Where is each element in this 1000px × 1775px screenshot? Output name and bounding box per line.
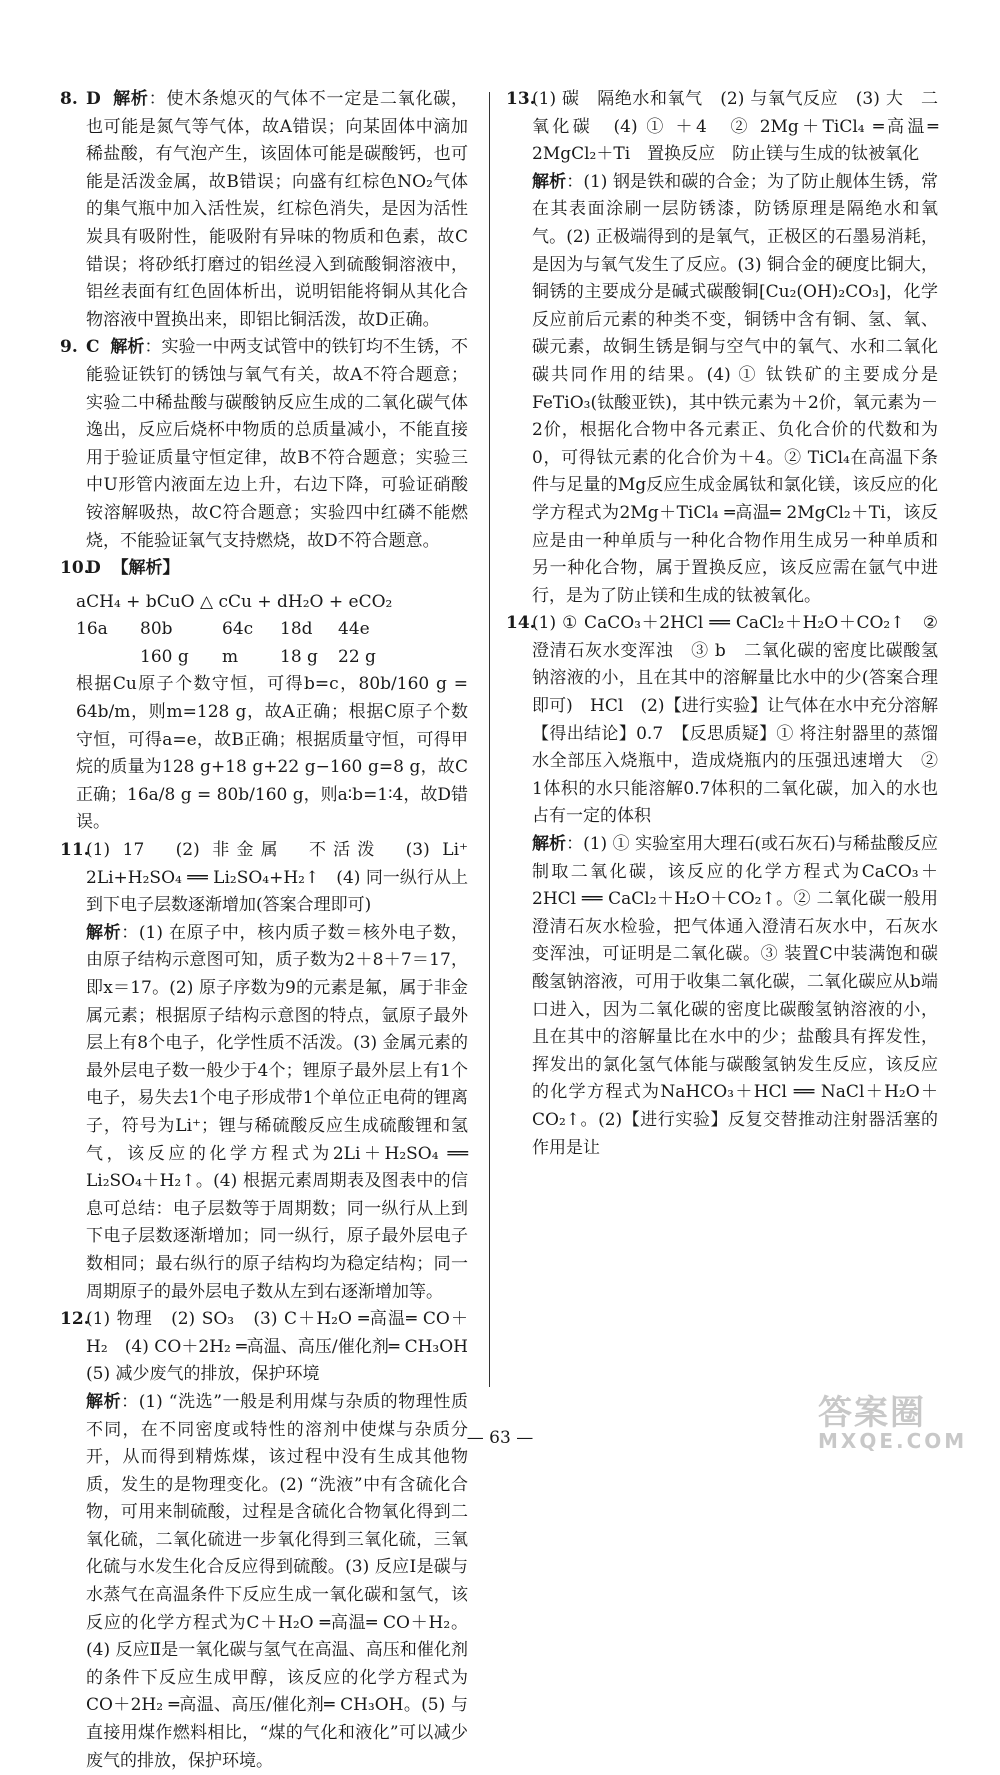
table-cell: 80b <box>140 619 173 640</box>
answer: D <box>86 558 101 579</box>
reaction-equation: aCH₄ + bCuO △ cCu + dH₂O + eCO₂ <box>76 591 393 612</box>
table-row <box>76 644 468 672</box>
question-number: 11. <box>60 840 90 861</box>
column-divider <box>489 92 490 1387</box>
analysis-text: ：(1) “洗选”一般是利用煤与杂质的物理性质不同，在不同密度或特性的溶剂中使煤与杂质分开，从而得到精炼煤，该过程中没有生成其他物质，发生的是物理变化。(2) “洗液”中有含硫化合物，可用来制硫酸，过程是含硫化合物氧化得到二氧化硫，二氧化硫进一步氧化得到三氧化硫，三氧化硫与水发生化合反应得到硫酸。(3) 反应Ⅰ是碳与水蒸气在高温条件下反应生成一氧化碳和氢气，该反应的化学方程式为C＋H₂O ═高温═ CO＋H₂。(4) 反应Ⅱ是一氧化碳与氢气在高温、高压和催化剂的条件下反应生成甲醇，该反应的化学方程式为CO＋2H₂ ═高温、高压/催化剂═ CH₃OH。(5) 与直接用煤作燃料相比，“煤的气化和液化”可以减少废气的排放，保护环境。 <box>86 1391 468 1771</box>
table-cell: 18 g <box>280 646 318 667</box>
question-number: 12. <box>60 1309 90 1330</box>
question-11 <box>60 837 485 1306</box>
analysis-label: 解析 <box>532 834 567 855</box>
table-cell: 64c <box>222 619 254 640</box>
answer: (1) ① CaCO₃＋2HCl ══ CaCl₂＋H₂O＋CO₂↑ ② 澄清石灰水变浑浊 ③ b 二氧化碳的密度比碳酸氢钠溶液的小，且在其中的溶解量比水中的少(答案合理即可) HCl (2)【进行实验】让气体在水中充分溶解 【得出结论】0.7 【反思质疑】① 将注射器里的蒸馏水全部压入烧瓶中，造成烧瓶内的压强迅速增大 ② 1体积的水只能溶解0.7体积的二氧化碳，加入的水也占有一定的体积 <box>532 613 955 827</box>
question-8 <box>60 86 468 334</box>
watermark-text: 答案圈 <box>818 1393 926 1433</box>
question-number: 9. <box>60 337 78 358</box>
analysis-label: 解析 <box>113 89 149 109</box>
analysis-label: 解析 <box>86 1391 122 1412</box>
question-13 <box>506 86 938 610</box>
table-cell: m <box>222 646 239 667</box>
analysis-text: ：实验一中两支试管中的铁钉均不生锈，不能验证铁钉的锈蚀与氧气有关，故A不符合题意；实验二中稀盐酸与碳酸钠反应生成的二氧化碳气体逸出，反应后烧杯中物质的总质量减小，不能直接用于验证质量守恒定律，故B不符合题意；实验三中U形管内液面左边上升，右边下降，可验证硝酸铵溶解吸热，故C符合题意；实验四中红磷不能燃烧，不能验证氧气支持燃烧，故D不符合题意。 <box>86 337 469 551</box>
answer: (1) 17 (2) 非金属 不活泼 (3) Li⁺ 2Li+H₂SO₄ ══ Li₂SO₄+H₂↑ (4) 同一纵行从上到下电子层数逐渐增加(答案合理即可) <box>86 840 485 916</box>
question-9 <box>60 334 468 555</box>
answer: (1) 物理 (2) SO₃ (3) C＋H₂O ═高温═ CO＋H₂ (4) CO＋2H₂ ═高温、高压/催化剂═ CH₃OH (5) 减少废气的排放，保护环境 <box>86 1309 485 1385</box>
question-number: 14. <box>506 613 536 634</box>
question-number: 10. <box>60 558 90 579</box>
table-cell: 16a <box>76 619 108 640</box>
answer: D <box>86 89 101 109</box>
analysis-label: 解析 <box>110 337 145 358</box>
right-column <box>506 86 955 1162</box>
analysis-text: ：(1) ① 实验室用大理石(或石灰石)与稀盐酸反应制取二氧化碳，该反应的化学方程式为CaCO₃＋2HCl ══ CaCl₂＋H₂O＋CO₂↑。② 二氧化碳一般用澄清石灰水检验，把气体通入澄清石灰水中，石灰水变浑浊，可证明是二氧化碳。③ 装置C中装满饱和碳酸氢钠溶液，可用于收集二氧化碳，二氧化碳应从b端口进入，因为二氧化碳的密度比碳酸氢钠溶液的小，且在其中的溶解量比在水中的少；盐酸具有挥发性，挥发出的氯化氢气体能与碳酸氢钠发生反应，该反应的化学方程式为NaHCO₃＋HCl ══ NaCl＋H₂O＋CO₂↑。(2)【进行实验】反复交替推动注射器活塞的作用是让 <box>532 834 939 1158</box>
analysis-text: ：使木条熄灭的气体不一定是二氧化碳，也可能是氮气等气体，故A错误；向某固体中滴加稀盐酸，有气泡产生，该固体可能是碳酸钙，也可能是活泼金属，故B错误；向盛有红棕色NO₂气体的集气瓶中加入活性炭，红棕色消失，是因为活性炭具有吸附性，能吸附有异味的物质和色素，故C错误；将砂纸打磨过的铝丝浸入到硫酸铜溶液中，铝丝表面有红色固体析出，说明铝能将铜从其化合物溶液中置换出来，即铝比铜活泼，故D正确。 <box>86 89 469 330</box>
answer: C <box>86 337 100 358</box>
question-14 <box>506 610 955 1162</box>
analysis-label: 【解析】 <box>111 558 180 579</box>
mass-ratio-table <box>60 616 468 671</box>
question-number: 13. <box>506 89 536 109</box>
table-cell: 44e <box>338 619 370 640</box>
table-row <box>76 616 468 644</box>
question-12 <box>60 1306 485 1775</box>
left-column <box>60 86 485 1775</box>
watermark-url: MXQE.COM <box>818 1428 968 1453</box>
question-10 <box>60 555 468 837</box>
watermark-logo <box>818 1393 978 1466</box>
table-cell: 160 g <box>140 646 189 667</box>
analysis-text: ：(1) 在原子中，核内质子数＝核外电子数，由原子结构示意图可知，质子数为2＋8＋7＝17，即x＝17。(2) 原子序数为9的元素是氟，属于非金属元素；根据原子结构示意图的特点，氩原子最外层上有8个电子，化学性质不活泼。(3) 金属元素的最外层电子数一般少于4个；锂原子最外层上有1个电子，易失去1个电子形成带1个单位正电荷的锂离子，符号为Li⁺；锂与稀硫酸反应生成硫酸锂和氢气，该反应的化学方程式为2Li＋H₂SO₄ ══ Li₂SO₄＋H₂↑。(4) 根据元素周期表及图表中的信息可总结：电子层数等于周期数；同一纵行从上到下电子层数逐渐增加；同一纵行，原子最外层电子数相同；最右纵行的原子结构均为稳定结构；同一周期原子的最外层电子数从左到右逐渐增加等。 <box>86 922 469 1302</box>
analysis-text: ：(1) 钢是铁和碳的合金；为了防止舰体生锈，常在其表面涂刷一层防锈漆，防锈原理是隔绝水和氧气。(2) 正极端得到的是氧气，正极区的石墨易消耗，是因为与氧气发生了反应。(3) 铜合金的硬度比铜大，铜锈的主要成分是碱式碳酸铜[Cu₂(OH)₂CO₃]，化学反应前后元素的种类不变，铜锈中含有铜、氢、氧、碳元素，故铜生锈是铜与空气中的氧气、水和二氧化碳共同作用的结果。(4) ① 钛铁矿的主要成分是FeTiO₃(钛酸亚铁)，其中铁元素为＋2价，氧元素为－2价，根据化合物中各元素正、负化合价的代数和为0，可得钛元素的化合价为＋4。② TiCl₄在高温下条件与足量的Mg反应生成金属钛和氯化镁，该反应的化学方程式为2Mg＋TiCl₄ ═高温═ 2MgCl₂＋Ti，该反应是由一种单质与一种化合物作用生成另一种单质和另一种化合物，属于置换反应，该反应需在氩气中进行，是为了防止镁和生成的钛被氧化。 <box>532 171 939 606</box>
answer: (1) 碳 隔绝水和氧气 (2) 与氧气反应 (3) 大 二氧化碳 (4) ① ＋4 ② 2Mg＋TiCl₄ ═高温═ 2MgCl₂＋Ti 置换反应 防止镁与生成的钛被氧化 <box>532 89 938 165</box>
question-number: 8. <box>60 89 78 109</box>
analysis-text: 根据Cu原子个数守恒，可得b=c，80b/160 g = 64b/m，则m=128 g，故A正确；根据C原子个数守恒，可得a=e，故B正确；根据质量守恒，可得甲烷的质量为128 g+18 g+22 g−160 g=8 g，故C正确；16a/8 g = 80b/160 g，则a∶b=1∶4，故D错误。 <box>76 674 468 833</box>
analysis-label: 解析 <box>532 171 567 192</box>
table-cell: 18d <box>280 619 313 640</box>
page-number: — 63 — <box>466 1428 534 1448</box>
table-cell: 22 g <box>338 646 376 667</box>
analysis-label: 解析 <box>86 922 122 943</box>
